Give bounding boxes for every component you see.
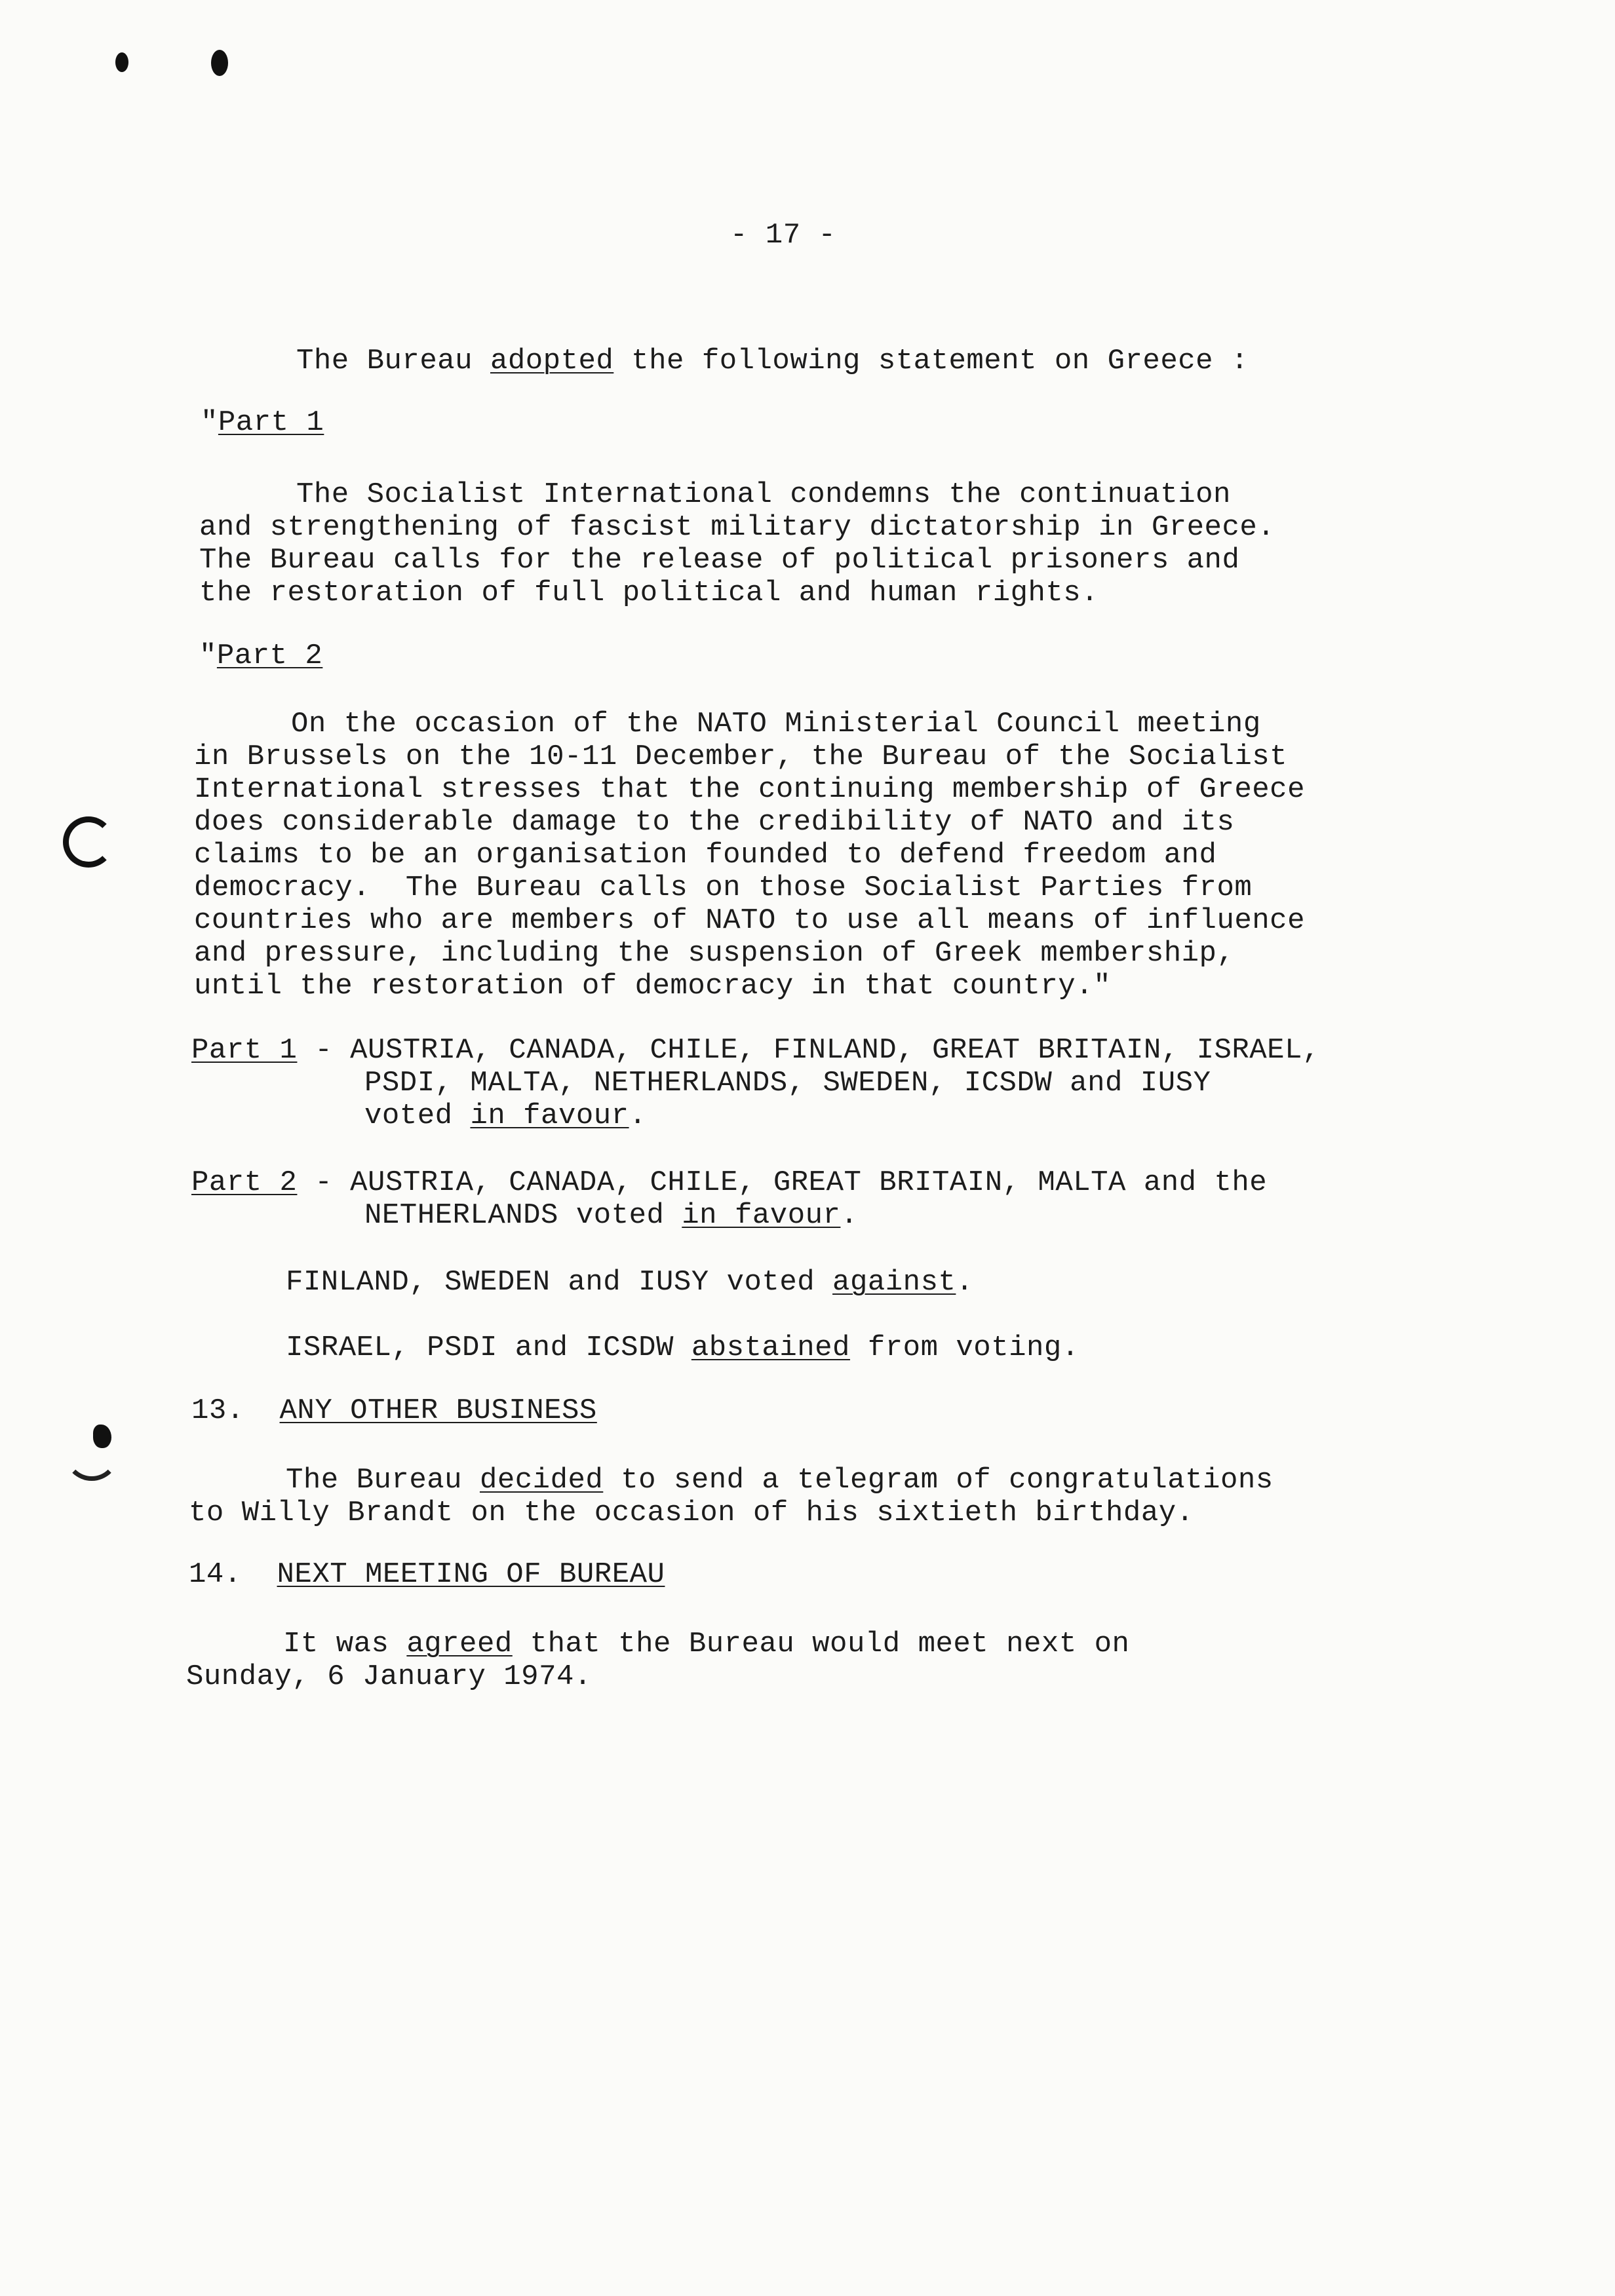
part2-line: democracy. The Bureau calls on those Socialist Parties from [194,871,1253,904]
part2-line: and pressure, including the suspension of Greek membership, [194,937,1235,970]
section13-heading: 13. ANY OTHER BUSINESS [191,1394,597,1427]
binding-hole-mark [64,1426,119,1481]
section14-line: It was agreed that the Bureau would meet next on [283,1628,1130,1660]
part2-heading: "Part 2 [199,640,323,672]
section13-line: The Bureau decided to send a telegram of congratulations [286,1464,1274,1497]
part1-line: and strengthening of fascist military dictatorship in Greece. [199,511,1275,544]
part2-line: until the restoration of democracy in that country." [194,970,1112,1003]
part2-line: in Brussels on the 10-11 December, the Bureau of the Socialist [194,740,1288,773]
punch-hole-mark [115,52,128,72]
section14-line: Sunday, 6 January 1974. [186,1660,592,1693]
page-number: - 17 - [730,219,836,252]
part2-line: countries who are members of NATO to use all means of influence [194,904,1305,937]
abstained-line: ISRAEL, PSDI and ICSDW abstained from voting. [286,1331,1080,1364]
punch-hole-mark [211,50,228,76]
vote-part1-label: Part 1 [191,1034,298,1067]
part2-line: On the occasion of the NATO Ministerial Council meeting [291,708,1261,740]
part2-line: does considerable damage to the credibility of NATO and its [194,806,1235,839]
against-line: FINLAND, SWEDEN and IUSY voted against. [286,1266,974,1299]
part1-line: the restoration of full political and human rights. [199,577,1099,609]
vote-part2-label: Part 2 [191,1166,298,1199]
vote-part1-line: PSDI, MALTA, NETHERLANDS, SWEDEN, ICSDW and IUSY [364,1067,1211,1100]
part1-line: The Bureau calls for the release of political prisoners and [199,544,1240,577]
vote-part2-line: NETHERLANDS voted in favour. [364,1199,859,1232]
section13-line: to Willy Brandt on the occasion of his sixtieth birthday. [189,1497,1194,1529]
section14-title: NEXT MEETING OF BUREAU [277,1558,665,1591]
vote-part1-line: Part 1 - AUSTRIA, CANADA, CHILE, FINLAND, GREAT BRITAIN, ISRAEL, [191,1034,1320,1067]
part2-line: claims to be an organisation founded to defend freedom and [194,839,1217,871]
vote-part2-line: Part 2 - AUSTRIA, CANADA, CHILE, GREAT BRITAIN, MALTA and the [191,1166,1268,1199]
vote-part1-line: voted in favour. [364,1100,647,1132]
part1-heading: "Part 1 [201,406,324,439]
intro-line: The Bureau adopted the following statement on Greece : [296,345,1249,377]
part2-line: International stresses that the continuing membership of Greece [194,773,1305,806]
part1-line: The Socialist International condemns the continuation [296,478,1231,511]
binding-hole-mark [63,816,114,868]
section14-heading: 14. NEXT MEETING OF BUREAU [189,1558,665,1591]
section13-title: ANY OTHER BUSINESS [279,1394,597,1427]
adopted-word: adopted [490,345,614,377]
